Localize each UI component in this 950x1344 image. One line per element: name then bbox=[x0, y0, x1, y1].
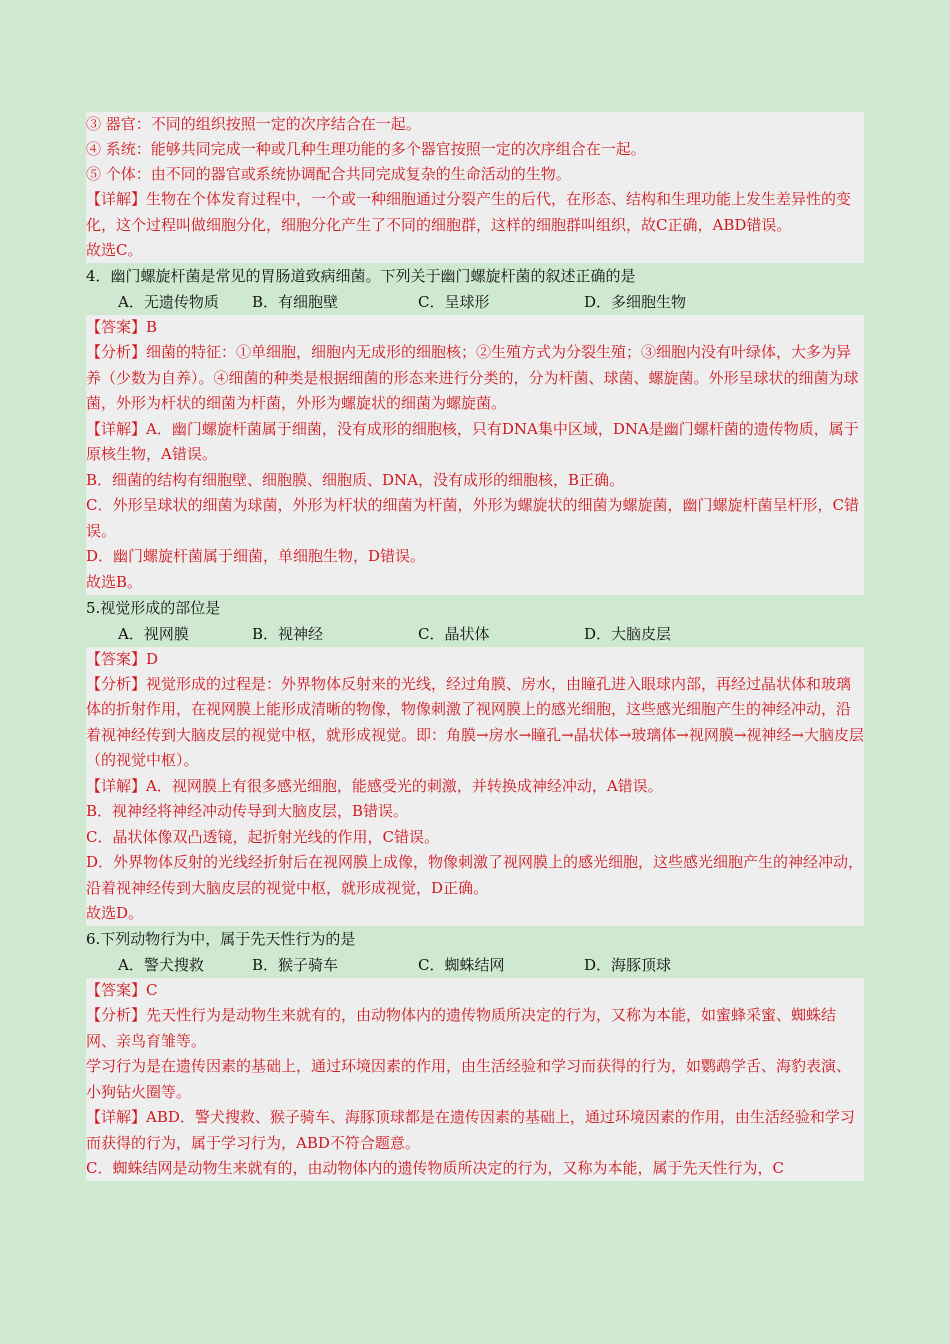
q6-options bbox=[86, 952, 864, 978]
q4-options bbox=[86, 289, 864, 315]
q4-question: 4．幽门螺旋杆菌是常见的胃肠道致病细菌。下列关于幽门螺旋杆菌的叙述正确的是 bbox=[86, 267, 636, 285]
q4-detail-d: D．幽门螺旋杆菌属于细菌，单细胞生物，D错误。 bbox=[86, 547, 426, 565]
q5-detail-a: 【详解】A．视网膜上有很多感光细胞，能感受光的刺激，并转换成神经冲动，A错误。 bbox=[86, 776, 663, 795]
q5-answer: 【答案】D bbox=[86, 649, 159, 668]
q4-solution-block bbox=[86, 315, 864, 595]
q5-detail-c: C．晶状体像双凸透镜，起折射光线的作用，C错误。 bbox=[86, 827, 439, 846]
q3-line-individual: ⑤ 个体：由不同的器官或系统协调配合共同完成复杂的生命活动的生物。 bbox=[86, 165, 571, 183]
q4-answer: 【答案】B bbox=[86, 318, 158, 336]
q5-option-d: D．大脑皮层 bbox=[584, 624, 672, 643]
q5-solution-block bbox=[86, 647, 864, 927]
q6-analysis-learned: 学习行为是在遗传因素的基础上，通过环境因素的作用，由生活经验和学习而获得的行为，如鹦鹉学舌、海豹表演、小狗钻火圈等。 bbox=[86, 1057, 852, 1101]
q4-option-d: D．多细胞生物 bbox=[584, 293, 687, 311]
q5-conclusion: 故选D。 bbox=[86, 904, 144, 922]
q6-detail-c: C．蜘蛛结网是动物生来就有的，由动物体内的遗传物质所决定的行为，又称为本能，属于先天性行为，C bbox=[86, 1159, 784, 1177]
q3-line-system: ④ 系统：能够共同完成一种或几种生理功能的多个器官按照一定的次序组合在一起。 bbox=[86, 140, 646, 158]
q5-analysis: 【分析】视觉形成的过程是：外界物体反射来的光线，经过角膜、房水，由瞳孔进入眼球内部，再经过晶状体和玻璃体的折射作用，在视网膜上能形成清晰的物像，物像刺激了视网膜上的感光细胞，这些感光细胞产生的神经冲动，沿着视神经传到大脑皮层的视觉中枢，就形成视觉。即：角膜→房水→瞳孔→晶状体→玻璃体→视网膜→视神经→大脑皮层（的视觉中枢）。 bbox=[86, 674, 864, 769]
q4-detail-b: B．细菌的结构有细胞壁、细胞膜、细胞质、DNA，没有成形的细胞核，B正确。 bbox=[86, 470, 625, 489]
q6-solution-block bbox=[86, 978, 864, 1181]
q5-options bbox=[86, 621, 864, 647]
q6-option-d: D．海豚顶球 bbox=[584, 956, 672, 974]
q6-question: 6.下列动物行为中，属于先天性行为的是 bbox=[86, 930, 356, 948]
q5-detail-d: D．外界物体反射的光线经折射后在视网膜上成像，物像刺激了视网膜上的感光细胞，这些感光细胞产生的神经冲动，沿着视神经传到大脑皮层的视觉中枢，就形成视觉，D正确。 bbox=[86, 853, 864, 897]
q6-analysis-innate: 【分析】先天性行为是动物生来就有的，由动物体内的遗传物质所决定的行为，又称为本能，如蜜蜂采蜜、蜘蛛结网、亲鸟育雏等。 bbox=[86, 1006, 837, 1050]
q5-question: 5.视觉形成的部位是 bbox=[86, 598, 221, 617]
q4-analysis: 【分析】细菌的特征：①单细胞，细胞内无成形的细胞核；②生殖方式为分裂生殖；③细胞内没有叶绿体，大多为异养（少数为自养）。④细菌的种类是根据细菌的形态来进行分类的，分为杆菌、球菌、螺旋菌。外形呈球状的细菌为球菌，外形为杆状的细菌为杆菌，外形为螺旋状的细菌为螺旋菌。 bbox=[86, 343, 859, 412]
q4-conclusion: 故选B。 bbox=[86, 572, 143, 591]
q5-option-a: A．视网膜 bbox=[118, 624, 189, 643]
q3-detail: 【详解】生物在个体发育过程中，一个或一种细胞通过分裂产生的后代，在形态、结构和生理功能上发生差异性的变化，这个过程叫做细胞分化，细胞分化产生了不同的细胞群，这样的细胞群叫组织，故C正确，ABD错误。 bbox=[86, 190, 852, 234]
q4-option-c: C．呈球形 bbox=[418, 293, 490, 311]
q3-line-organ: ③ 器官：不同的组织按照一定的次序结合在一起。 bbox=[86, 115, 421, 133]
q6-option-c: C．蜘蛛结网 bbox=[418, 956, 505, 974]
q3-solution-block bbox=[86, 112, 864, 263]
q6-answer: 【答案】C bbox=[86, 981, 158, 999]
q4-option-b: B．有细胞壁 bbox=[252, 293, 339, 311]
q5-option-c: C．晶状体 bbox=[418, 624, 490, 643]
q4-detail-a: 【详解】A．幽门螺旋杆菌属于细菌，没有成形的细胞核，只有DNA集中区域，DNA是幽门螺杆菌的遗传物质，属于原核生物，A错误。 bbox=[86, 419, 859, 463]
q4-detail-c: C．外形呈球状的细菌为球菌，外形为杆状的细菌为杆菌，外形为螺旋状的细菌为螺旋菌，幽门螺旋杆菌呈杆形，C错误。 bbox=[86, 496, 859, 540]
q5-option-b: B．视神经 bbox=[252, 624, 324, 643]
q6-option-b: B．猴子骑车 bbox=[252, 956, 339, 974]
q5-detail-b: B．视神经将神经冲动传导到大脑皮层，B错误。 bbox=[86, 802, 409, 820]
q6-option-a: A．警犬搜救 bbox=[118, 956, 204, 974]
q6-detail-abd: 【详解】ABD．警犬搜救、猴子骑车、海豚顶球都是在遗传因素的基础上，通过环境因素的作用，由生活经验和学习而获得的行为，属于学习行为，ABD不符合题意。 bbox=[86, 1108, 855, 1152]
document-page bbox=[86, 112, 864, 1181]
q4-option-a: A．无遗传物质 bbox=[118, 293, 219, 311]
q3-conclusion: 故选C。 bbox=[86, 241, 143, 259]
